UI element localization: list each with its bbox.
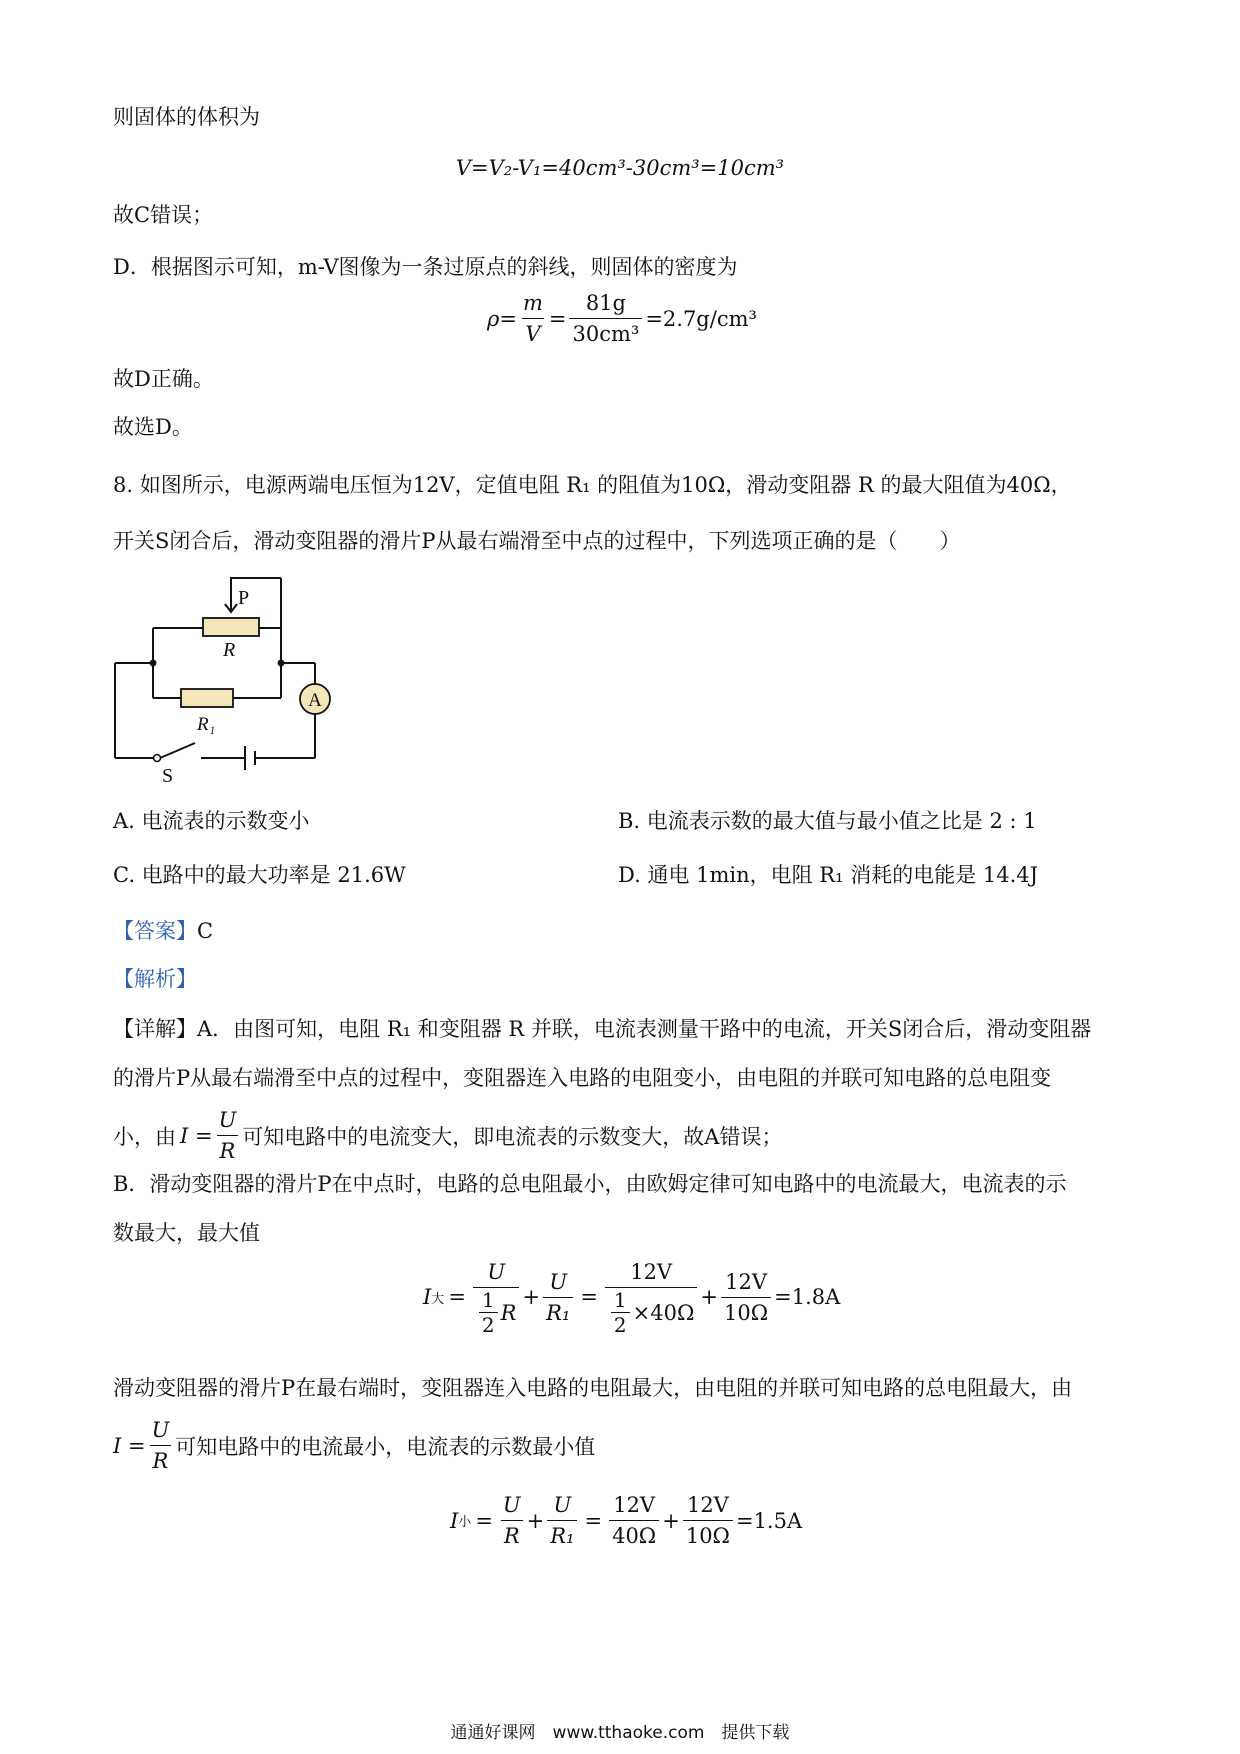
- switch-label: S: [162, 765, 174, 787]
- option-a: A. 电流表的示数变小: [113, 809, 310, 833]
- ammeter-label: A: [308, 690, 322, 711]
- page-footer: 通通好课网 www.tthaoke.com 提供下载: [450, 1723, 790, 1743]
- choice-conclusion: 故选D。: [113, 415, 193, 439]
- density-equation: ρ= $\frac{m}{V}$ = $\frac{81g}{\text{30cm³}}$ =2.7g/cm³: [487, 288, 757, 349]
- detail-b-line3: 滑动变阻器的滑片P在最右端时，变阻器连入电路的电阻最大，由电阻的并联可知电路的总电阻最大，由: [113, 1376, 1073, 1400]
- detail-a-line2: 的滑片P从最右端滑至中点的过程中，变阻器连入电路的电阻变小，由电阻的并联可知电路的总电阻变: [113, 1066, 1052, 1090]
- imin-equation: I 小 = $\frac{U}{R}$ + $\frac{U}{\text{R₁}}$ = $\frac{12V}{40\Omega}$ + $\frac{12V}{10\Omega}$ =1.5A: [450, 1490, 802, 1551]
- rheostat-label: R: [223, 639, 236, 661]
- detail-a-line3: 小，由 I = $\frac{U}{R}$ 可知电路中的电流变大，即电流表的示数变大，故A错误；: [113, 1105, 782, 1166]
- analysis-tag: 【解析】: [113, 967, 197, 991]
- d-analysis: D．根据图示可知，m-V图像为一条过原点的斜线，则固体的密度为: [113, 255, 738, 279]
- detail-b-line2: 数最大，最大值: [113, 1221, 260, 1245]
- detail-b-line1: B．滑动变阻器的滑片P在中点时，电路的总电阻最小，由欧姆定律可知电路中的电流最大，电流表的示: [113, 1172, 1067, 1196]
- answer-line: [113, 916, 213, 946]
- imax-equation: I 大 = U $\frac{1}{2}$ R + $\frac{U}{\text{R₁}}$ = 12V $\frac{1}{2}$ ×40Ω + $\frac{12V}{10\Omega}$ =1.8A: [423, 1260, 841, 1337]
- detail-a-line1: 【详解】A．由图可知，电阻 R₁ 和变阻器 R 并联，电流表测量干路中的电流，开关S闭合后，滑动变阻器: [113, 1017, 1092, 1041]
- slider-label: P: [238, 587, 250, 609]
- d-conclusion: 故D正确。: [113, 367, 214, 391]
- volume-intro: 则固体的体积为: [113, 105, 260, 129]
- option-d: D. 通电 1min，电阻 R₁ 消耗的电能是 14.4J: [618, 863, 1039, 887]
- answer-value: C: [197, 919, 214, 943]
- question-8-line1: 8. 如图所示，电源两端电压恒为12V，定值电阻 R₁ 的阻值为10Ω，滑动变阻器 R 的最大阻值为40Ω，: [113, 473, 1072, 497]
- c-conclusion: 故C错误；: [113, 203, 214, 227]
- volume-equation: V=V₂-V₁=40cm³-30cm³=10cm³: [455, 156, 785, 180]
- answer-tag: 【答案】: [113, 919, 197, 943]
- circuit-diagram: [105, 568, 345, 788]
- detail-tag: 【详解】: [113, 1017, 197, 1041]
- option-c: C. 电路中的最大功率是 21.6W: [113, 863, 406, 887]
- detail-b-line4: I = $\frac{U}{R}$ 可知电路中的电流最小，电流表的示数最小值: [113, 1415, 595, 1476]
- question-8-line2: 开关S闭合后，滑动变阻器的滑片P从最右端滑至中点的过程中，下列选项正确的是（ ）: [113, 529, 961, 553]
- resistor-r1-label: R₁: [197, 714, 216, 735]
- option-b: B. 电流表示数的最大值与最小值之比是 2 : 1: [618, 809, 1037, 833]
